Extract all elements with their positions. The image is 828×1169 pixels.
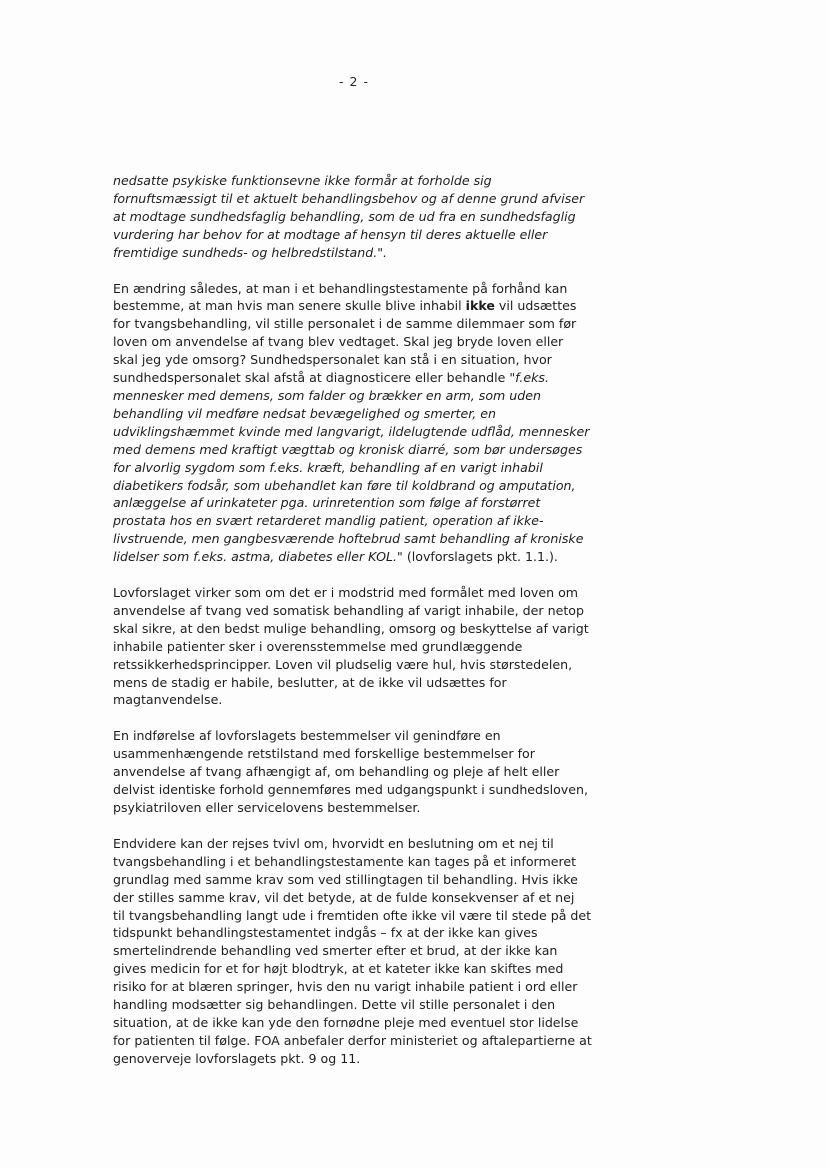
text-line: inhabile patienter sker i overensstemmelse med grundlæggende (113, 638, 523, 654)
paragraph-behandlingstestamente (113, 280, 609, 567)
quote-line: med demens med kraftigt vægttab og kronisk diarré, som bør undersøges (113, 441, 583, 457)
text-line: skal sikre, at den bedst mulige behandling, omsorg og beskyttelse af varigt (113, 620, 589, 636)
text-line: Endvidere kan der rejses tvivl om, hvorvidt en beslutning om et nej til (113, 835, 554, 851)
text-line: magtanvendelse. (113, 692, 223, 708)
text-line: genoverveje lovforslagets pkt. 9 og 11. (113, 1050, 361, 1066)
text-line: delvist identiske forhold gennemføres med udgangspunkt i sundhedsloven, (113, 782, 588, 798)
text-run: bestemme, at man hvis man senere skulle blive inhabil (113, 298, 466, 314)
paragraph-informeret-grundlag (113, 835, 609, 1068)
text-line: tvangsbehandling i et behandlingstestamente kan tages på et informeret (113, 853, 577, 869)
text-line (113, 369, 609, 387)
text-run: vil udsættes (494, 298, 577, 314)
page-number: - 2 - (339, 74, 369, 89)
quote-line: mennesker med demens, som falder og brækker en arm, som uden (113, 387, 542, 403)
text-line: for tvangsbehandling, vil stille personalet i de samme dilemmaer som før (113, 316, 577, 332)
text-line: smertelindrende behandling ved smerter efter et brud, at der ikke kan (113, 943, 558, 959)
text-line: tidspunkt behandlingstestamentet indgås – fx at der ikke kan gives (113, 925, 538, 941)
quote-line: diabetikers fodsår, som ubehandlet kan føre til koldbrand og amputation, (113, 477, 576, 493)
text-line: loven om anvendelse af tvang blev vedtaget. Skal jeg bryde loven eller (113, 334, 564, 350)
text-line: Lovforslaget virker som om det er i modstrid med formålet med loven om (113, 585, 579, 601)
paragraph-retstilstand (113, 727, 609, 817)
text-line: gives medicin for et for højt blodtryk, at et kateter ikke kan skiftes med (113, 961, 564, 977)
bold-emphasis: ikke (465, 298, 495, 314)
text-line: fremtidige sundheds- og helbredstilstand.". (113, 244, 387, 260)
quote-line: behandling vil medføre nedsat bevægelighed og smerter, en (113, 405, 496, 421)
document-body (113, 172, 609, 1068)
quote-line: anlæggelse af urinkateter pga. urinretention som følge af forstørret (113, 495, 541, 511)
text-line: grundlag med samme krav som ved stillingtagen til behandling. Hvis ikke (113, 871, 578, 887)
text-line: En ændring således, at man i et behandlingstestamente på forhånd kan (113, 280, 568, 296)
quote-run: "f.eks. (509, 370, 549, 386)
text-line: handling modsætter sig behandlingen. Dette vil stille personalet i den (113, 997, 556, 1013)
quote-line: livstruende, men gangbesværende hoftebrud samt behandling af kroniske (113, 531, 584, 547)
text-line: fornuftsmæssigt til et aktuelt behandlingsbehov og af denne grund afviser (113, 190, 585, 206)
paragraph-modstrid (113, 584, 609, 709)
text-line: skal jeg yde omsorg? Sundhedspersonalet kan stå i en situation, hvor (113, 352, 552, 368)
text-line: for patienten til følge. FOA anbefaler derfor ministeriet og aftalepartierne at (113, 1032, 592, 1048)
text-line: usammenhængende retstilstand med forskellige bestemmelser for (113, 746, 535, 762)
text-line: psykiatriloven eller servicelovens bestemmelser. (113, 800, 421, 815)
text-line: nedsatte psykiske funktionsevne ikke formår at forholde sig (113, 173, 492, 188)
paragraph-quote-continuation (113, 172, 609, 262)
reference-text: (lovforslagets pkt. 1.1.). (402, 549, 558, 565)
text-line: risiko for at blæren springer, hvis den nu varigt inhabile patient i ord eller (113, 979, 578, 995)
text-run: sundhedspersonalet skal afstå at diagnosticere eller behandle (113, 370, 510, 386)
quote-run: lidelser som f.eks. astma, diabetes eller KOL." (113, 549, 403, 565)
text-line: at modtage sundhedsfaglig behandling, som de ud fra en sundhedsfaglig (113, 208, 576, 224)
text-line: anvendelse af tvang ved somatisk behandling af varigt inhabile, der netop (113, 602, 584, 618)
text-line: der stilles samme krav, vil det betyde, at de fulde konsekvenser af et nej (113, 889, 575, 905)
text-line: mens de stadig er habile, beslutter, at de ikke vil udsættes for (113, 674, 507, 690)
text-line: vurdering har behov for at modtage af hensyn til deres aktuelle eller (113, 226, 548, 242)
text-line: situation, at de ikke kan yde den fornødne pleje med eventuel stor lidelse (113, 1014, 579, 1030)
text-line: anvendelse af tvang afhængigt af, om behandling og pleje af helt eller (113, 764, 560, 780)
text-line: En indførelse af lovforslagets bestemmelser vil genindføre en (113, 728, 501, 744)
text-line: til tvangsbehandling langt ude i fremtiden ofte ikke vil være til stede på det (113, 907, 592, 923)
quote-line: for alvorlig sygdom som f.eks. kræft, behandling af en varigt inhabil (113, 459, 543, 475)
text-line (113, 548, 609, 566)
text-line (113, 297, 609, 315)
quote-line: udviklingshæmmet kvinde med langvarigt, ildelugtende udflåd, mennesker (113, 423, 590, 439)
text-line: retssikkerhedsprincipper. Loven vil pludselig være hul, hvis størstedelen, (113, 656, 573, 672)
quote-line: prostata hos en svært retarderet mandlig patient, operation af ikke- (113, 513, 544, 529)
